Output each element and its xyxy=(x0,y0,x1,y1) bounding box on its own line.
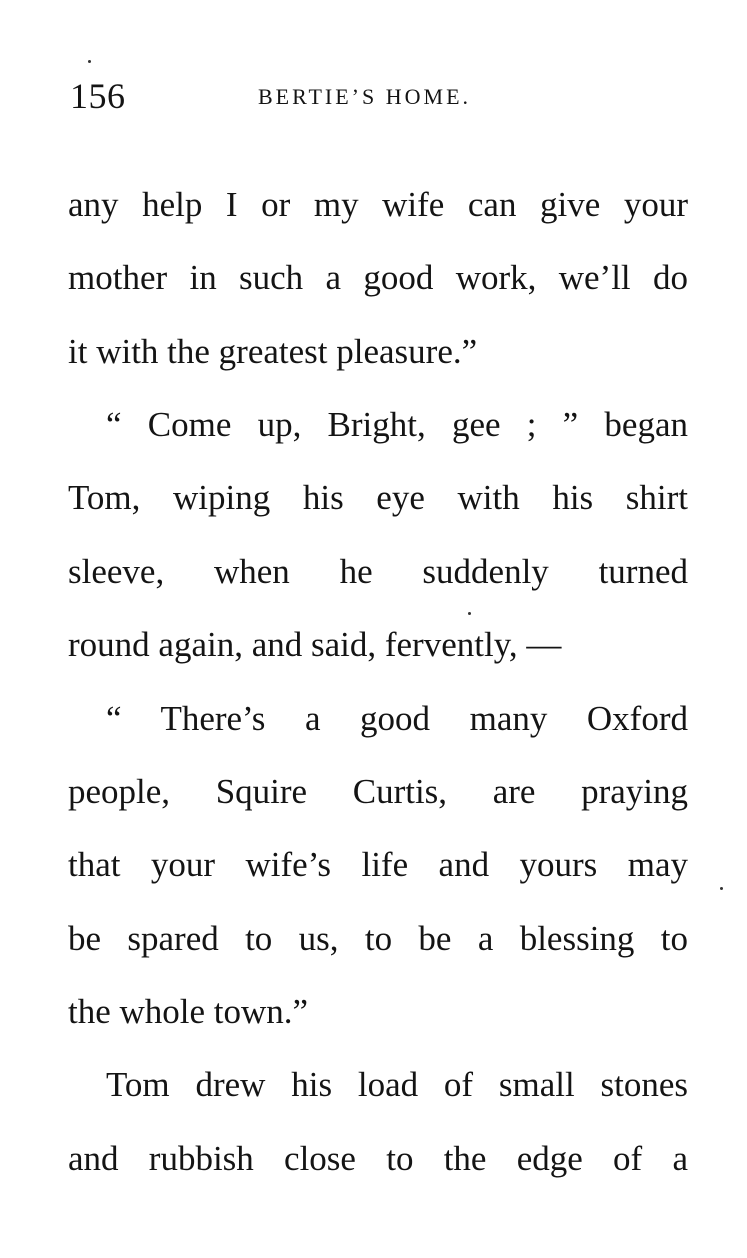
paper-speck xyxy=(720,887,723,890)
paper-speck xyxy=(88,60,91,63)
text-line: “ Come up, Bright, gee ; ” began xyxy=(106,405,688,444)
text-line: Tom, wiping his eye with his shirt xyxy=(68,478,688,517)
text-line: people, Squire Curtis, are praying xyxy=(68,772,688,811)
page-header xyxy=(70,74,690,118)
text-line: and rubbish close to the edge of a xyxy=(68,1139,688,1178)
text-line: “ There’s a good many Oxford xyxy=(106,699,688,738)
text-line: it with the greatest pleasure.” xyxy=(68,332,478,371)
text-line: the whole town.” xyxy=(68,992,309,1031)
text-line: mother in such a good work, we’ll do xyxy=(68,258,688,297)
paper-speck xyxy=(468,612,471,615)
text-line: Tom drew his load of small stones xyxy=(106,1065,688,1104)
text-line: round again, and said, fervently, — xyxy=(68,625,562,664)
text-line: sleeve, when he suddenly turned xyxy=(68,552,688,591)
page-number: 156 xyxy=(70,76,126,116)
text-line: any help I or my wife can give your xyxy=(68,185,688,224)
running-head: BERTIE’S HOME. xyxy=(258,84,472,109)
text-line: be spared to us, to be a blessing to xyxy=(68,919,688,958)
text-line: that your wife’s life and yours may xyxy=(68,845,688,884)
